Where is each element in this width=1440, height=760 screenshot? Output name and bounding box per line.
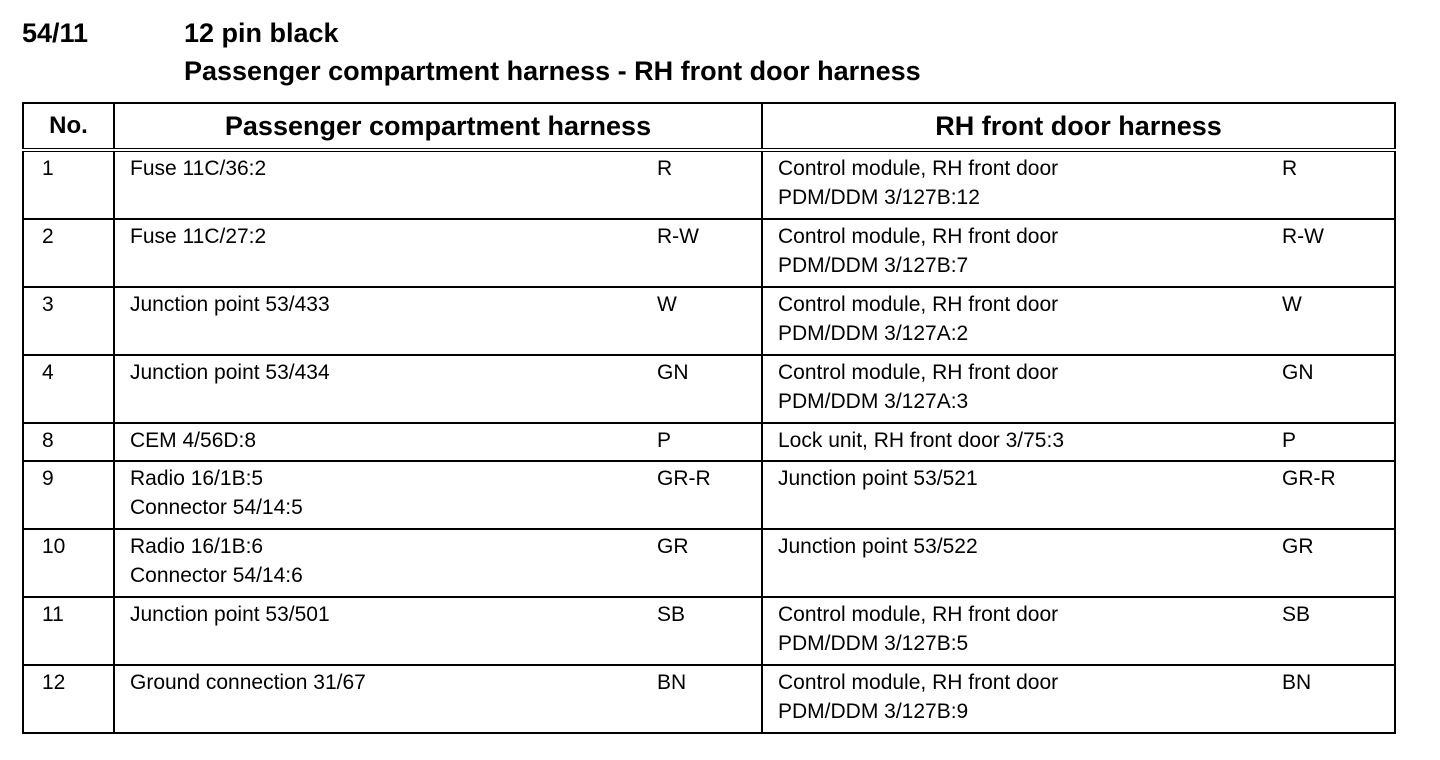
door-wire-color-cell <box>1267 461 1395 529</box>
door-connection: Control module, RH front door <box>778 361 1059 384</box>
door-wire-color: R-W <box>1282 225 1324 248</box>
passenger-wire-color: GR-R <box>657 467 711 490</box>
passenger-connection-cell <box>114 529 642 597</box>
passenger-connection-cell <box>114 355 642 423</box>
door-connection: Junction point 53/522 <box>778 535 978 558</box>
passenger-wire-color: R-W <box>657 225 699 248</box>
passenger-wire-color: SB <box>657 603 686 626</box>
door-connection: Control module, RH front door <box>778 671 1059 694</box>
door-wire-color: GR <box>1282 535 1314 558</box>
door-connection-cell <box>762 287 1267 355</box>
door-connection-cell <box>762 355 1267 423</box>
door-connection: Control module, RH front door <box>778 293 1059 316</box>
passenger-connection-cell <box>114 461 642 529</box>
door-wire-color-cell <box>1267 219 1395 287</box>
pin-number-cell <box>23 355 114 423</box>
header-no: No. <box>23 103 114 150</box>
passenger-wire-color-cell <box>642 597 762 665</box>
pin-number-cell <box>23 597 114 665</box>
passenger-connection-cell <box>114 287 642 355</box>
passenger-wire-color-cell <box>642 355 762 423</box>
door-wire-color-cell <box>1267 150 1395 219</box>
passenger-wire-color: GN <box>657 361 689 384</box>
header-door-harness: RH front door harness <box>762 103 1395 150</box>
pin-number: 11 <box>42 603 64 626</box>
door-connection-cell <box>762 219 1267 287</box>
door-connection: PDM/DDM 3/127B:5 <box>778 632 969 655</box>
door-wire-color: GN <box>1282 361 1314 384</box>
door-connection: PDM/DDM 3/127B:9 <box>778 700 969 723</box>
door-wire-color: SB <box>1282 603 1311 626</box>
passenger-connection: Connector 54/14:5 <box>130 496 303 519</box>
table-row <box>23 461 1395 529</box>
passenger-connection: Connector 54/14:6 <box>130 564 303 587</box>
pin-number: 8 <box>42 429 54 452</box>
table-row <box>23 665 1395 733</box>
table-row <box>23 597 1395 665</box>
passenger-wire-color: GR <box>657 535 689 558</box>
door-connection-cell <box>762 529 1267 597</box>
passenger-wire-color: R <box>657 157 673 180</box>
door-connection: Control module, RH front door <box>778 603 1059 626</box>
door-wire-color-cell <box>1267 529 1395 597</box>
table-row <box>23 219 1395 287</box>
door-wire-color: GR-R <box>1282 467 1336 490</box>
door-wire-color-cell <box>1267 355 1395 423</box>
passenger-wire-color-cell <box>642 287 762 355</box>
door-connection-cell <box>762 150 1267 219</box>
table-row <box>23 529 1395 597</box>
connector-id: 54/11 <box>22 18 89 48</box>
passenger-connection-cell <box>114 665 642 733</box>
door-wire-color: R <box>1282 157 1298 180</box>
passenger-connection-cell <box>114 423 642 461</box>
door-connection-cell <box>762 423 1267 461</box>
harness-pair-title: Passenger compartment harness - RH front door harness <box>184 56 921 86</box>
passenger-connection: Ground connection 31/67 <box>130 671 366 694</box>
passenger-connection: Radio 16/1B:6 <box>130 535 264 558</box>
passenger-connection: Junction point 53/434 <box>130 361 330 384</box>
table-row <box>23 423 1395 461</box>
passenger-wire-color-cell <box>642 219 762 287</box>
door-wire-color-cell <box>1267 665 1395 733</box>
pin-number: 4 <box>42 361 54 384</box>
passenger-connection: Radio 16/1B:5 <box>130 467 264 490</box>
pin-number: 1 <box>42 157 54 180</box>
door-connection-cell <box>762 597 1267 665</box>
passenger-connection: Fuse 11C/27:2 <box>130 225 267 248</box>
pin-number-cell <box>23 529 114 597</box>
heading-text <box>184 14 921 90</box>
door-wire-color: BN <box>1282 671 1312 694</box>
passenger-connection-cell <box>114 219 642 287</box>
passenger-wire-color: P <box>657 429 672 452</box>
door-connection: Junction point 53/521 <box>778 467 978 490</box>
passenger-wire-color-cell <box>642 423 762 461</box>
pin-number-cell <box>23 423 114 461</box>
passenger-connection: Fuse 11C/36:2 <box>130 157 267 180</box>
passenger-connection-cell <box>114 597 642 665</box>
passenger-wire-color-cell <box>642 529 762 597</box>
table-row <box>23 150 1395 219</box>
pin-assignment-table <box>22 102 1396 734</box>
pin-number: 10 <box>42 535 66 558</box>
passenger-connection-cell <box>114 150 642 219</box>
pin-number-cell <box>23 665 114 733</box>
pin-number-cell <box>23 150 114 219</box>
table-header-row <box>23 103 1395 150</box>
door-connection: PDM/DDM 3/127A:2 <box>778 322 969 345</box>
door-wire-color-cell <box>1267 423 1395 461</box>
header-passenger-harness: Passenger compartment harness <box>114 103 762 150</box>
door-wire-color-cell <box>1267 287 1395 355</box>
pin-number: 3 <box>42 293 54 316</box>
pin-number-cell <box>23 287 114 355</box>
passenger-wire-color-cell <box>642 665 762 733</box>
door-connection: Control module, RH front door <box>778 225 1059 248</box>
passenger-wire-color-cell <box>642 461 762 529</box>
pin-number: 12 <box>42 671 66 694</box>
door-wire-color-cell <box>1267 597 1395 665</box>
door-wire-color: W <box>1282 293 1302 316</box>
passenger-wire-color: BN <box>657 671 687 694</box>
door-connection: Control module, RH front door <box>778 157 1059 180</box>
table-row <box>23 287 1395 355</box>
table-body <box>23 150 1395 733</box>
passenger-connection: CEM 4/56D:8 <box>130 429 257 452</box>
door-connection: Lock unit, RH front door 3/75:3 <box>778 429 1064 452</box>
door-connection-cell <box>762 665 1267 733</box>
door-connection: PDM/DDM 3/127A:3 <box>778 390 969 413</box>
door-connection: PDM/DDM 3/127B:7 <box>778 254 969 277</box>
pin-number-cell <box>23 219 114 287</box>
table-row <box>23 355 1395 423</box>
door-connection: PDM/DDM 3/127B:12 <box>778 186 980 209</box>
pin-number-cell <box>23 461 114 529</box>
pin-number: 9 <box>42 467 54 490</box>
connector-description: 12 pin black <box>184 18 339 48</box>
pin-number: 2 <box>42 225 54 248</box>
door-wire-color: P <box>1282 429 1297 452</box>
passenger-wire-color-cell <box>642 150 762 219</box>
passenger-wire-color: W <box>657 293 677 316</box>
passenger-connection: Junction point 53/433 <box>130 293 330 316</box>
passenger-connection: Junction point 53/501 <box>130 603 330 626</box>
door-connection-cell <box>762 461 1267 529</box>
